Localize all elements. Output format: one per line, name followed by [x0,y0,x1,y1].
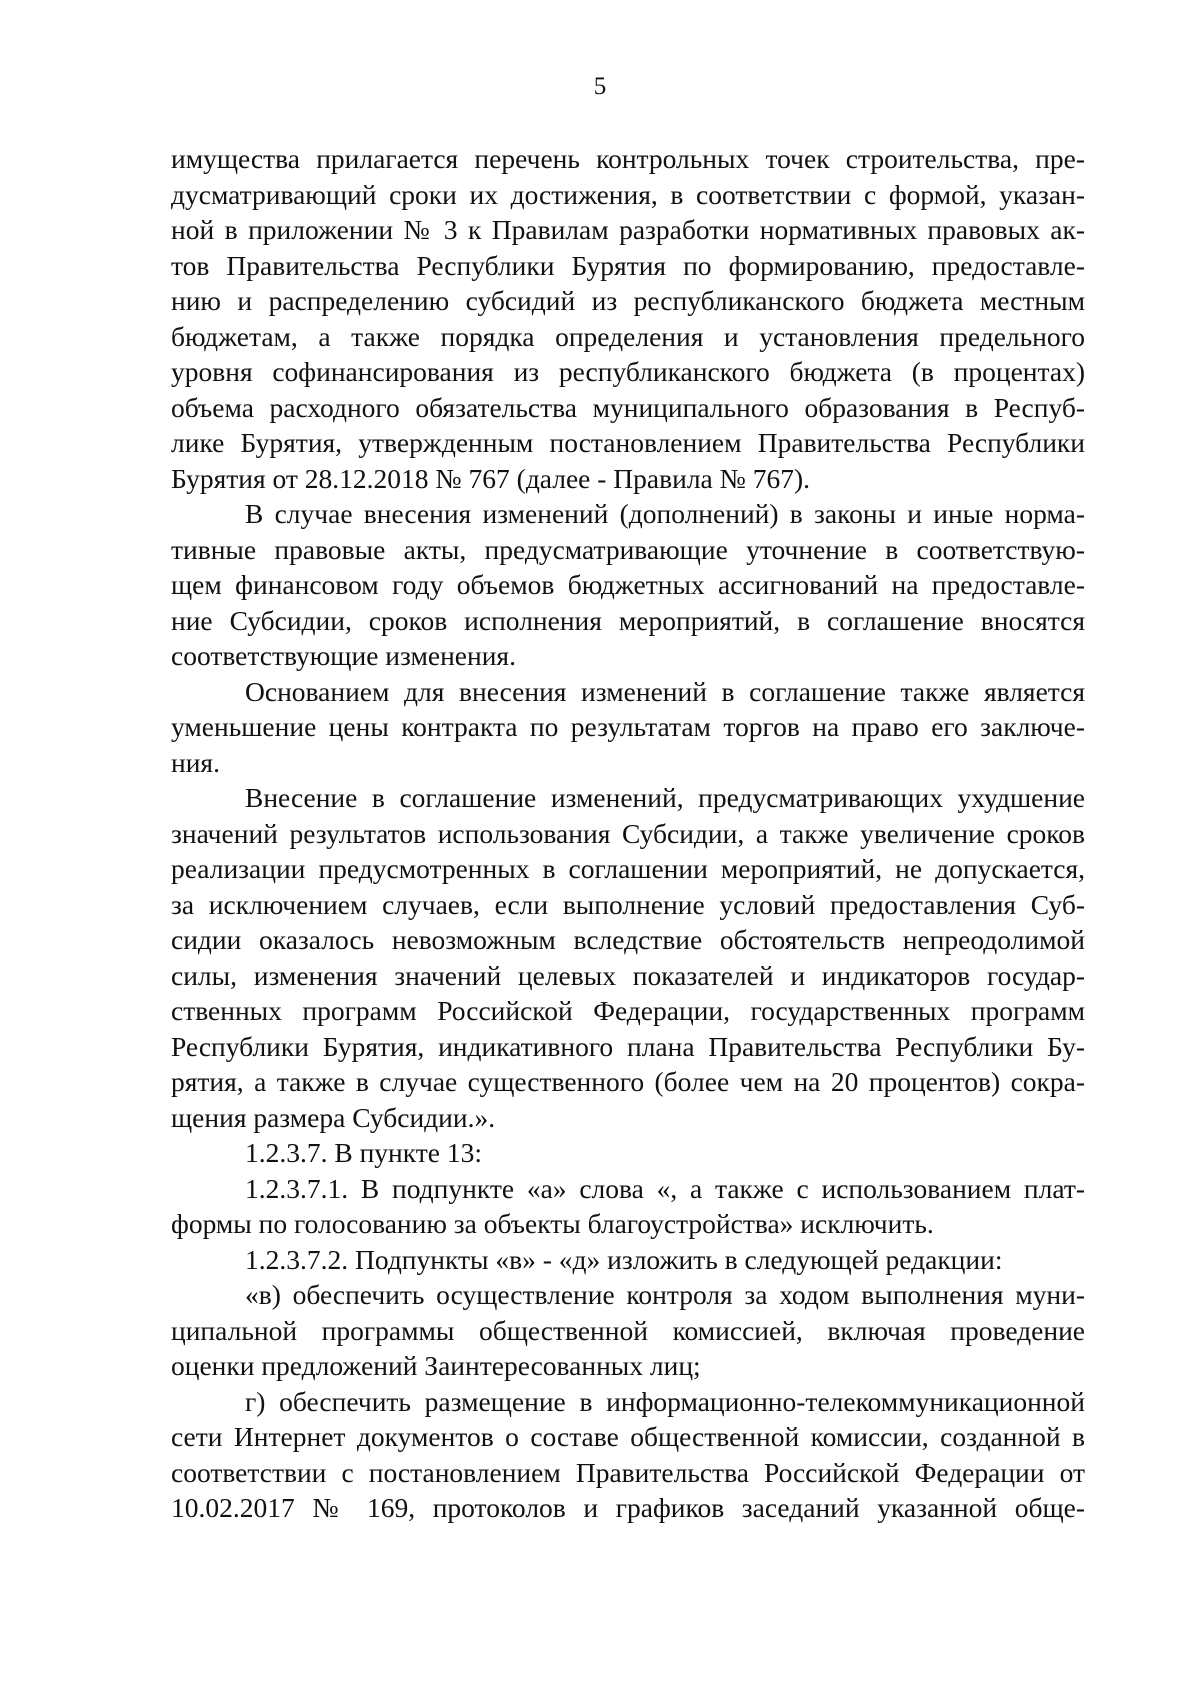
text-line: рятия, а также в случае существенного (более чем на 20 процентов) сокра- [171,1066,1085,1097]
text-line: соответствующие изменения. [171,640,516,671]
text-line: Бурятия от 28.12.2018 № 767 (далее - Правила № 767). [171,462,811,494]
text-line: Внесение в соглашение изменений, предусматривающих ухудшение [245,782,1085,813]
text-line: уровня софинансирования из республиканского бюджета (в процентах) [171,356,1085,387]
text-line: ние Субсидии, сроков исполнения мероприятий, в соглашение вносятся [171,604,1085,636]
text-line: 1.2.3.7. В пункте 13: [245,1137,483,1168]
text-line: г) обеспечить размещение в информационно-телекоммуникационной [245,1385,1085,1417]
text-line: «в) обеспечить осуществление контроля за ходом выполнения муни- [245,1279,1085,1310]
text-line: объема расходного обязательства муниципального образования в Респуб- [171,391,1085,423]
text-line: за исключением случаев, если выполнение условий предоставления Суб- [171,888,1085,920]
text-line: дусматривающий сроки их достижения, в соответствии с формой, указан- [171,178,1085,210]
text-line: бюджетам, а также порядка определения и установления предельного [171,320,1085,352]
text-line: уменьшение цены контракта по результатам торгов на право его заключе- [171,711,1085,742]
text-line: В случае внесения изменений (дополнений) в законы и иные норма- [245,498,1085,529]
text-line: силы, изменения значений целевых показателей и индикаторов государ- [171,959,1085,991]
text-line: щем финансовом году объемов бюджетных ассигнований на предоставле- [171,569,1085,600]
text-line: 1.2.3.7.2. Подпункты «в» - «д» изложить в следующей редакции: [245,1243,1003,1275]
document-body [171,141,1085,1526]
text-line: имущества прилагается перечень контрольных точек строительства, пре- [171,143,1085,174]
text-line: ной в приложении № 3 к Правилам разработки нормативных правовых ак- [171,214,1085,245]
text-line: лике Бурятия, утвержденным постановлением Правительства Республики [171,427,1085,458]
text-line: щения размера Субсидии.». [171,1101,496,1133]
text-line: формы по голосованию за объекты благоустройства» исключить. [171,1208,934,1239]
text-line: соответствии с постановлением Правительства Российской Федерации от [171,1456,1085,1488]
text-line: ственных программ Российской Федерации, государственных программ [171,995,1085,1026]
text-line: значений результатов использования Субсидии, а также увеличение сроков [171,817,1085,849]
text-line: тов Правительства Республики Бурятия по формированию, предоставле- [171,249,1085,281]
page-number: 5 [593,73,607,100]
text-line: 1.2.3.7.1. В подпункте «а» слова «, а также с использованием плат- [245,1172,1085,1204]
text-line: 10.02.2017 № 169, протоколов и графиков заседаний указанной обще- [171,1492,1085,1523]
text-line: ния. [171,746,220,778]
text-line: тивные правовые акты, предусматривающие уточнение в соответствую- [171,533,1085,565]
text-line: Основанием для внесения изменений в соглашение также является [245,675,1085,707]
text-line: реализации предусмотренных в соглашении мероприятий, не допускается, [171,853,1085,884]
text-line: сети Интернет документов о составе общественной комиссии, созданной в [171,1421,1085,1452]
text-line: сидии оказалось невозможным вследствие обстоятельств непреодолимой [171,924,1085,955]
text-line: ципальной программы общественной комиссией, включая проведение [171,1314,1085,1346]
text-line: Республики Бурятия, индикативного плана Правительства Республики Бу- [171,1030,1085,1062]
text-line: оценки предложений Заинтересованных лиц; [171,1350,701,1381]
text-line: нию и распределению субсидий из республиканского бюджета местным [171,285,1085,316]
